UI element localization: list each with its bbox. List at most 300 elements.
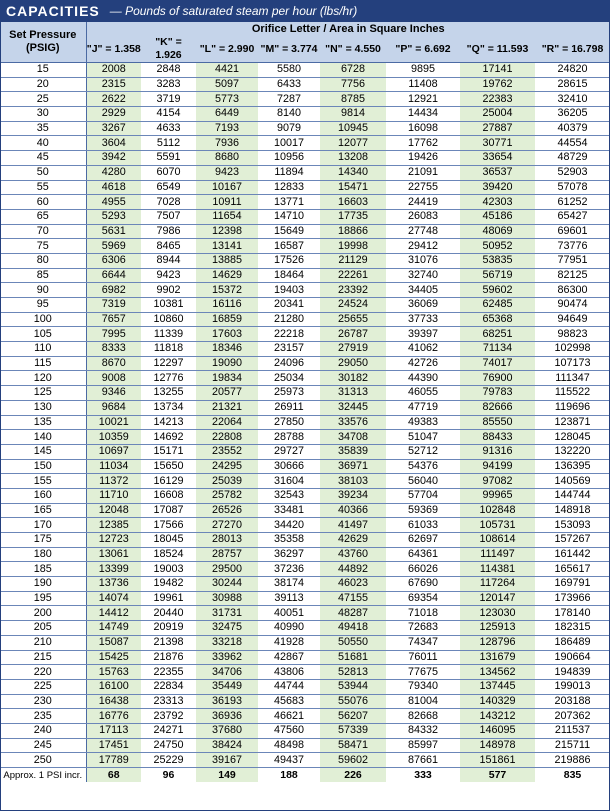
- capacity-cell: 10021: [86, 415, 141, 430]
- capacity-cell: 22808: [196, 430, 258, 445]
- capacity-cell: 32410: [535, 92, 610, 107]
- capacity-cell: 52712: [386, 444, 460, 459]
- capacity-cell: 28013: [196, 533, 258, 548]
- table-row: [0, 635, 610, 650]
- capacity-cell: 88433: [460, 430, 535, 445]
- capacity-cell: 30988: [196, 591, 258, 606]
- capacity-cell: 44390: [386, 371, 460, 386]
- capacity-cell: 77951: [535, 253, 610, 268]
- capacity-cell: 17141: [460, 63, 535, 78]
- capacity-cell: 8333: [86, 342, 141, 357]
- capacity-cell: 19426: [386, 151, 460, 166]
- capacity-cell: 77675: [386, 665, 460, 680]
- capacity-cell: 34405: [386, 283, 460, 298]
- capacity-cell: 16100: [86, 679, 141, 694]
- capacity-cell: 28615: [535, 77, 610, 92]
- capacity-cell: 40366: [320, 503, 386, 518]
- capacity-cell: 18866: [320, 224, 386, 239]
- capacity-cell: 2622: [86, 92, 141, 107]
- set-pressure-cell: 125: [0, 386, 86, 401]
- set-pressure-cell: 15: [0, 63, 86, 78]
- table-row: [0, 503, 610, 518]
- capacity-cell: 15763: [86, 665, 141, 680]
- capacity-cell: 13061: [86, 547, 141, 562]
- capacity-cell: 26526: [196, 503, 258, 518]
- capacity-cell: 137445: [460, 679, 535, 694]
- capacity-cell: 10860: [141, 312, 196, 327]
- capacity-cell: 14074: [86, 591, 141, 606]
- capacity-cell: 131679: [460, 650, 535, 665]
- capacity-cell: 12077: [320, 136, 386, 151]
- capacity-cell: 41062: [386, 342, 460, 357]
- capacity-cell: 50550: [320, 635, 386, 650]
- table-row: [0, 77, 610, 92]
- capacity-cell: 16129: [141, 474, 196, 489]
- capacity-cell: 5773: [196, 92, 258, 107]
- table-row: [0, 63, 610, 78]
- table-row: [0, 518, 610, 533]
- capacity-cell: 39113: [258, 591, 320, 606]
- capacity-cell: 207362: [535, 709, 610, 724]
- capacity-cell: 22064: [196, 415, 258, 430]
- capacity-cell: 44744: [258, 679, 320, 694]
- capacity-cell: 11710: [86, 488, 141, 503]
- capacity-cell: 81004: [386, 694, 460, 709]
- capacity-cell: 57704: [386, 488, 460, 503]
- capacity-cell: 7287: [258, 92, 320, 107]
- capacity-cell: 182315: [535, 621, 610, 636]
- capacity-cell: 73776: [535, 239, 610, 254]
- capacity-cell: 14434: [386, 107, 460, 122]
- capacity-cell: 48287: [320, 606, 386, 621]
- capacity-cell: 69354: [386, 591, 460, 606]
- capacity-cell: 36297: [258, 547, 320, 562]
- orifice-area-header: "J" = 1.358: [86, 36, 141, 63]
- capacity-cell: 6306: [86, 253, 141, 268]
- table-title: CAPACITIES: [6, 3, 100, 19]
- capacity-cell: 29500: [196, 562, 258, 577]
- capacity-cell: 7319: [86, 298, 141, 313]
- capacity-cell: 12921: [386, 92, 460, 107]
- capacity-cell: 13399: [86, 562, 141, 577]
- set-pressure-cell: 95: [0, 298, 86, 313]
- capacity-cell: 31731: [196, 606, 258, 621]
- capacity-cell: 35839: [320, 444, 386, 459]
- capacity-cell: 18045: [141, 533, 196, 548]
- orifice-area-header: "K" = 1.926: [141, 36, 196, 63]
- set-pressure-cell: 195: [0, 591, 86, 606]
- capacity-cell: 16603: [320, 195, 386, 210]
- set-pressure-cell: 135: [0, 415, 86, 430]
- capacity-cell: 19482: [141, 577, 196, 592]
- capacity-cell: 148978: [460, 738, 535, 753]
- capacity-cell: 13734: [141, 400, 196, 415]
- capacity-cell: 13208: [320, 151, 386, 166]
- capacity-cell: 79783: [460, 386, 535, 401]
- table-row: [0, 650, 610, 665]
- capacity-cell: 211537: [535, 723, 610, 738]
- capacity-cell: 13141: [196, 239, 258, 254]
- increment-cell: 577: [460, 768, 535, 783]
- set-pressure-cell: 100: [0, 312, 86, 327]
- capacity-cell: 21876: [141, 650, 196, 665]
- set-pressure-cell: 20: [0, 77, 86, 92]
- capacity-cell: 17113: [86, 723, 141, 738]
- capacity-cell: 33654: [460, 151, 535, 166]
- capacity-cell: 11654: [196, 209, 258, 224]
- capacity-cell: 9902: [141, 283, 196, 298]
- table-row: [0, 562, 610, 577]
- capacity-cell: 21321: [196, 400, 258, 415]
- table-row: [0, 92, 610, 107]
- capacity-cell: 24295: [196, 459, 258, 474]
- capacity-cell: 62697: [386, 533, 460, 548]
- capacity-cell: 39420: [460, 180, 535, 195]
- capacity-cell: 49383: [386, 415, 460, 430]
- capacity-cell: 24271: [141, 723, 196, 738]
- capacity-cell: 16587: [258, 239, 320, 254]
- capacity-cell: 6449: [196, 107, 258, 122]
- capacity-cell: 40051: [258, 606, 320, 621]
- capacity-cell: 12385: [86, 518, 141, 533]
- capacity-cell: 25039: [196, 474, 258, 489]
- capacity-cell: 144744: [535, 488, 610, 503]
- capacity-cell: 52813: [320, 665, 386, 680]
- capacity-cell: 12833: [258, 180, 320, 195]
- set-pressure-cell: 190: [0, 577, 86, 592]
- capacity-cell: 5580: [258, 63, 320, 78]
- capacity-cell: 49418: [320, 621, 386, 636]
- table-row: [0, 533, 610, 548]
- capacity-cell: 11372: [86, 474, 141, 489]
- orifice-area-header: "L" = 2.990: [196, 36, 258, 63]
- table-row: [0, 224, 610, 239]
- capacity-cell: 71018: [386, 606, 460, 621]
- capacity-cell: 5293: [86, 209, 141, 224]
- capacity-cell: 39234: [320, 488, 386, 503]
- set-pressure-cell: 50: [0, 165, 86, 180]
- set-pressure-cell: 115: [0, 356, 86, 371]
- capacity-cell: 21091: [386, 165, 460, 180]
- capacity-cell: 43806: [258, 665, 320, 680]
- capacity-cell: 3942: [86, 151, 141, 166]
- capacity-cell: 146095: [460, 723, 535, 738]
- capacity-cell: 20341: [258, 298, 320, 313]
- capacity-cell: 5591: [141, 151, 196, 166]
- table-row: [0, 195, 610, 210]
- table-row: [0, 606, 610, 621]
- capacity-cell: 8680: [196, 151, 258, 166]
- capacity-cell: 26083: [386, 209, 460, 224]
- capacity-cell: 57339: [320, 723, 386, 738]
- capacity-cell: 19961: [141, 591, 196, 606]
- capacity-cell: 32543: [258, 488, 320, 503]
- capacity-cell: 27748: [386, 224, 460, 239]
- capacity-cell: 117264: [460, 577, 535, 592]
- capacity-cell: 31076: [386, 253, 460, 268]
- capacity-cell: 111497: [460, 547, 535, 562]
- table-row: [0, 709, 610, 724]
- set-pressure-cell: 145: [0, 444, 86, 459]
- set-pressure-cell: 180: [0, 547, 86, 562]
- table-row: [0, 679, 610, 694]
- capacity-cell: 43760: [320, 547, 386, 562]
- table-row: [0, 268, 610, 283]
- capacity-cell: 24820: [535, 63, 610, 78]
- set-pressure-cell: 85: [0, 268, 86, 283]
- capacity-cell: 82125: [535, 268, 610, 283]
- capacity-cell: 105731: [460, 518, 535, 533]
- capacity-cell: 140329: [460, 694, 535, 709]
- capacity-cell: 194839: [535, 665, 610, 680]
- set-pressure-cell: 225: [0, 679, 86, 694]
- set-pressure-cell: 75: [0, 239, 86, 254]
- capacity-cell: 23792: [141, 709, 196, 724]
- capacity-cell: 11408: [386, 77, 460, 92]
- capacity-cell: 68251: [460, 327, 535, 342]
- capacity-cell: 53835: [460, 253, 535, 268]
- capacity-cell: 9423: [196, 165, 258, 180]
- capacity-cell: 65368: [460, 312, 535, 327]
- capacity-cell: 84332: [386, 723, 460, 738]
- capacity-cell: 24750: [141, 738, 196, 753]
- capacity-cell: 48498: [258, 738, 320, 753]
- capacity-cell: 72683: [386, 621, 460, 636]
- capacity-cell: 29412: [386, 239, 460, 254]
- set-pressure-cell: 170: [0, 518, 86, 533]
- capacity-cell: 21280: [258, 312, 320, 327]
- capacity-cell: 40379: [535, 121, 610, 136]
- capacity-cell: 17789: [86, 753, 141, 768]
- capacity-cell: 108614: [460, 533, 535, 548]
- capacity-cell: 47155: [320, 591, 386, 606]
- capacity-cell: 157267: [535, 533, 610, 548]
- capacity-cell: 21398: [141, 635, 196, 650]
- capacity-cell: 14340: [320, 165, 386, 180]
- set-pressure-cell: 160: [0, 488, 86, 503]
- capacity-cell: 76900: [460, 371, 535, 386]
- capacity-cell: 178140: [535, 606, 610, 621]
- capacity-cell: 10945: [320, 121, 386, 136]
- capacity-cell: 111347: [535, 371, 610, 386]
- capacity-cell: 14749: [86, 621, 141, 636]
- capacity-cell: 28788: [258, 430, 320, 445]
- increment-cell: 188: [258, 768, 320, 783]
- capacity-cell: 85997: [386, 738, 460, 753]
- table-row: [0, 474, 610, 489]
- capacity-cell: 136395: [535, 459, 610, 474]
- capacity-cell: 14412: [86, 606, 141, 621]
- capacity-cell: 18346: [196, 342, 258, 357]
- capacity-cell: 36193: [196, 694, 258, 709]
- table-row: [0, 136, 610, 151]
- capacity-cell: 9423: [141, 268, 196, 283]
- capacity-cell: 24419: [386, 195, 460, 210]
- capacity-cell: 11894: [258, 165, 320, 180]
- capacity-cell: 35358: [258, 533, 320, 548]
- increment-cell: 226: [320, 768, 386, 783]
- capacity-cell: 10697: [86, 444, 141, 459]
- increment-cell: 68: [86, 768, 141, 783]
- capacity-cell: 25229: [141, 753, 196, 768]
- table-row: [0, 327, 610, 342]
- capacity-cell: 59602: [320, 753, 386, 768]
- set-pressure-cell: 105: [0, 327, 86, 342]
- capacity-cell: 15471: [320, 180, 386, 195]
- capacity-cell: 19998: [320, 239, 386, 254]
- capacity-cell: 36936: [196, 709, 258, 724]
- set-pressure-cell: 130: [0, 400, 86, 415]
- capacity-cell: 46055: [386, 386, 460, 401]
- capacity-cell: 32445: [320, 400, 386, 415]
- capacity-cell: 102998: [535, 342, 610, 357]
- capacity-cell: 22383: [460, 92, 535, 107]
- capacity-cell: 11818: [141, 342, 196, 357]
- capacity-cell: 4154: [141, 107, 196, 122]
- capacity-cell: 25034: [258, 371, 320, 386]
- set-pressure-cell: 200: [0, 606, 86, 621]
- capacity-cell: 48069: [460, 224, 535, 239]
- capacity-cell: 26911: [258, 400, 320, 415]
- capacity-cell: 19403: [258, 283, 320, 298]
- capacity-cell: 10956: [258, 151, 320, 166]
- capacity-cell: 13771: [258, 195, 320, 210]
- set-pressure-cell: 205: [0, 621, 86, 636]
- capacity-cell: 2315: [86, 77, 141, 92]
- set-pressure-cell: 25: [0, 92, 86, 107]
- orifice-area-header: "M" = 3.774: [258, 36, 320, 63]
- capacity-cell: 203188: [535, 694, 610, 709]
- table-row: [0, 723, 610, 738]
- set-pressure-cell: 185: [0, 562, 86, 577]
- capacity-cell: 35449: [196, 679, 258, 694]
- capacity-cell: 56040: [386, 474, 460, 489]
- capacity-cell: 94649: [535, 312, 610, 327]
- capacity-cell: 33481: [258, 503, 320, 518]
- capacity-cell: 34706: [196, 665, 258, 680]
- capacity-cell: 107173: [535, 356, 610, 371]
- capacity-cell: 16116: [196, 298, 258, 313]
- capacity-cell: 37733: [386, 312, 460, 327]
- footer-label: Approx. 1 PSI incr.: [0, 768, 86, 783]
- capacity-cell: 87661: [386, 753, 460, 768]
- capacity-cell: 47560: [258, 723, 320, 738]
- set-pressure-cell: 45: [0, 151, 86, 166]
- capacity-cell: 30244: [196, 577, 258, 592]
- capacity-cell: 153093: [535, 518, 610, 533]
- set-pressure-cell: 210: [0, 635, 86, 650]
- capacity-cell: 14629: [196, 268, 258, 283]
- capacity-cell: 151861: [460, 753, 535, 768]
- capacity-cell: 47719: [386, 400, 460, 415]
- set-pressure-cell: 175: [0, 533, 86, 548]
- set-pressure-cell: 155: [0, 474, 86, 489]
- capacity-cell: 98823: [535, 327, 610, 342]
- capacity-cell: 8944: [141, 253, 196, 268]
- capacity-cell: 74017: [460, 356, 535, 371]
- set-pressure-cell: 90: [0, 283, 86, 298]
- table-row: [0, 430, 610, 445]
- capacity-cell: 165617: [535, 562, 610, 577]
- capacity-cell: 19834: [196, 371, 258, 386]
- capacity-cell: 169791: [535, 577, 610, 592]
- capacity-cell: 34420: [258, 518, 320, 533]
- capacity-cell: 9079: [258, 121, 320, 136]
- capacity-cell: 7657: [86, 312, 141, 327]
- capacity-cell: 22834: [141, 679, 196, 694]
- capacity-cell: 10167: [196, 180, 258, 195]
- capacity-cell: 3283: [141, 77, 196, 92]
- capacity-cell: 74347: [386, 635, 460, 650]
- capacity-cell: 25973: [258, 386, 320, 401]
- capacity-cell: 46023: [320, 577, 386, 592]
- table-row: [0, 547, 610, 562]
- capacity-cell: 45186: [460, 209, 535, 224]
- capacity-cell: 13885: [196, 253, 258, 268]
- capacity-cell: 173966: [535, 591, 610, 606]
- set-pressure-cell: 150: [0, 459, 86, 474]
- capacity-cell: 115522: [535, 386, 610, 401]
- capacity-cell: 25004: [460, 107, 535, 122]
- set-pressure-cell: 245: [0, 738, 86, 753]
- capacity-cell: 64361: [386, 547, 460, 562]
- capacity-cell: 5631: [86, 224, 141, 239]
- capacity-cell: 23392: [320, 283, 386, 298]
- capacity-cell: 3604: [86, 136, 141, 151]
- capacity-cell: 37680: [196, 723, 258, 738]
- capacity-cell: 8785: [320, 92, 386, 107]
- capacity-cell: 79340: [386, 679, 460, 694]
- capacity-cell: 23313: [141, 694, 196, 709]
- set-pressure-cell: 230: [0, 694, 86, 709]
- capacity-cell: 6549: [141, 180, 196, 195]
- capacity-cell: 57078: [535, 180, 610, 195]
- capacity-cell: 40990: [258, 621, 320, 636]
- capacity-cell: 45683: [258, 694, 320, 709]
- capacity-cell: 55076: [320, 694, 386, 709]
- capacity-cell: 46621: [258, 709, 320, 724]
- capacity-cell: 6982: [86, 283, 141, 298]
- capacity-cell: 7507: [141, 209, 196, 224]
- capacity-cell: 114381: [460, 562, 535, 577]
- capacity-cell: 25782: [196, 488, 258, 503]
- capacity-cell: 31313: [320, 386, 386, 401]
- table-row: [0, 107, 610, 122]
- set-pressure-cell: 120: [0, 371, 86, 386]
- set-pressure-cell: 35: [0, 121, 86, 136]
- capacity-cell: 9684: [86, 400, 141, 415]
- capacity-cell: 12723: [86, 533, 141, 548]
- capacity-cell: 38174: [258, 577, 320, 592]
- capacity-cell: 8140: [258, 107, 320, 122]
- orifice-area-header: "Q" = 11.593: [460, 36, 535, 63]
- capacity-cell: 7986: [141, 224, 196, 239]
- capacity-cell: 3719: [141, 92, 196, 107]
- capacity-cell: 15650: [141, 459, 196, 474]
- capacity-cell: 6644: [86, 268, 141, 283]
- capacity-cell: 15649: [258, 224, 320, 239]
- capacity-cell: 33218: [196, 635, 258, 650]
- capacity-cell: 11034: [86, 459, 141, 474]
- capacity-cell: 14710: [258, 209, 320, 224]
- table-row: [0, 591, 610, 606]
- capacity-cell: 17762: [386, 136, 460, 151]
- capacity-cell: 27850: [258, 415, 320, 430]
- capacity-cell: 30771: [460, 136, 535, 151]
- capacity-cell: 143212: [460, 709, 535, 724]
- capacity-cell: 23157: [258, 342, 320, 357]
- capacity-cell: 62485: [460, 298, 535, 313]
